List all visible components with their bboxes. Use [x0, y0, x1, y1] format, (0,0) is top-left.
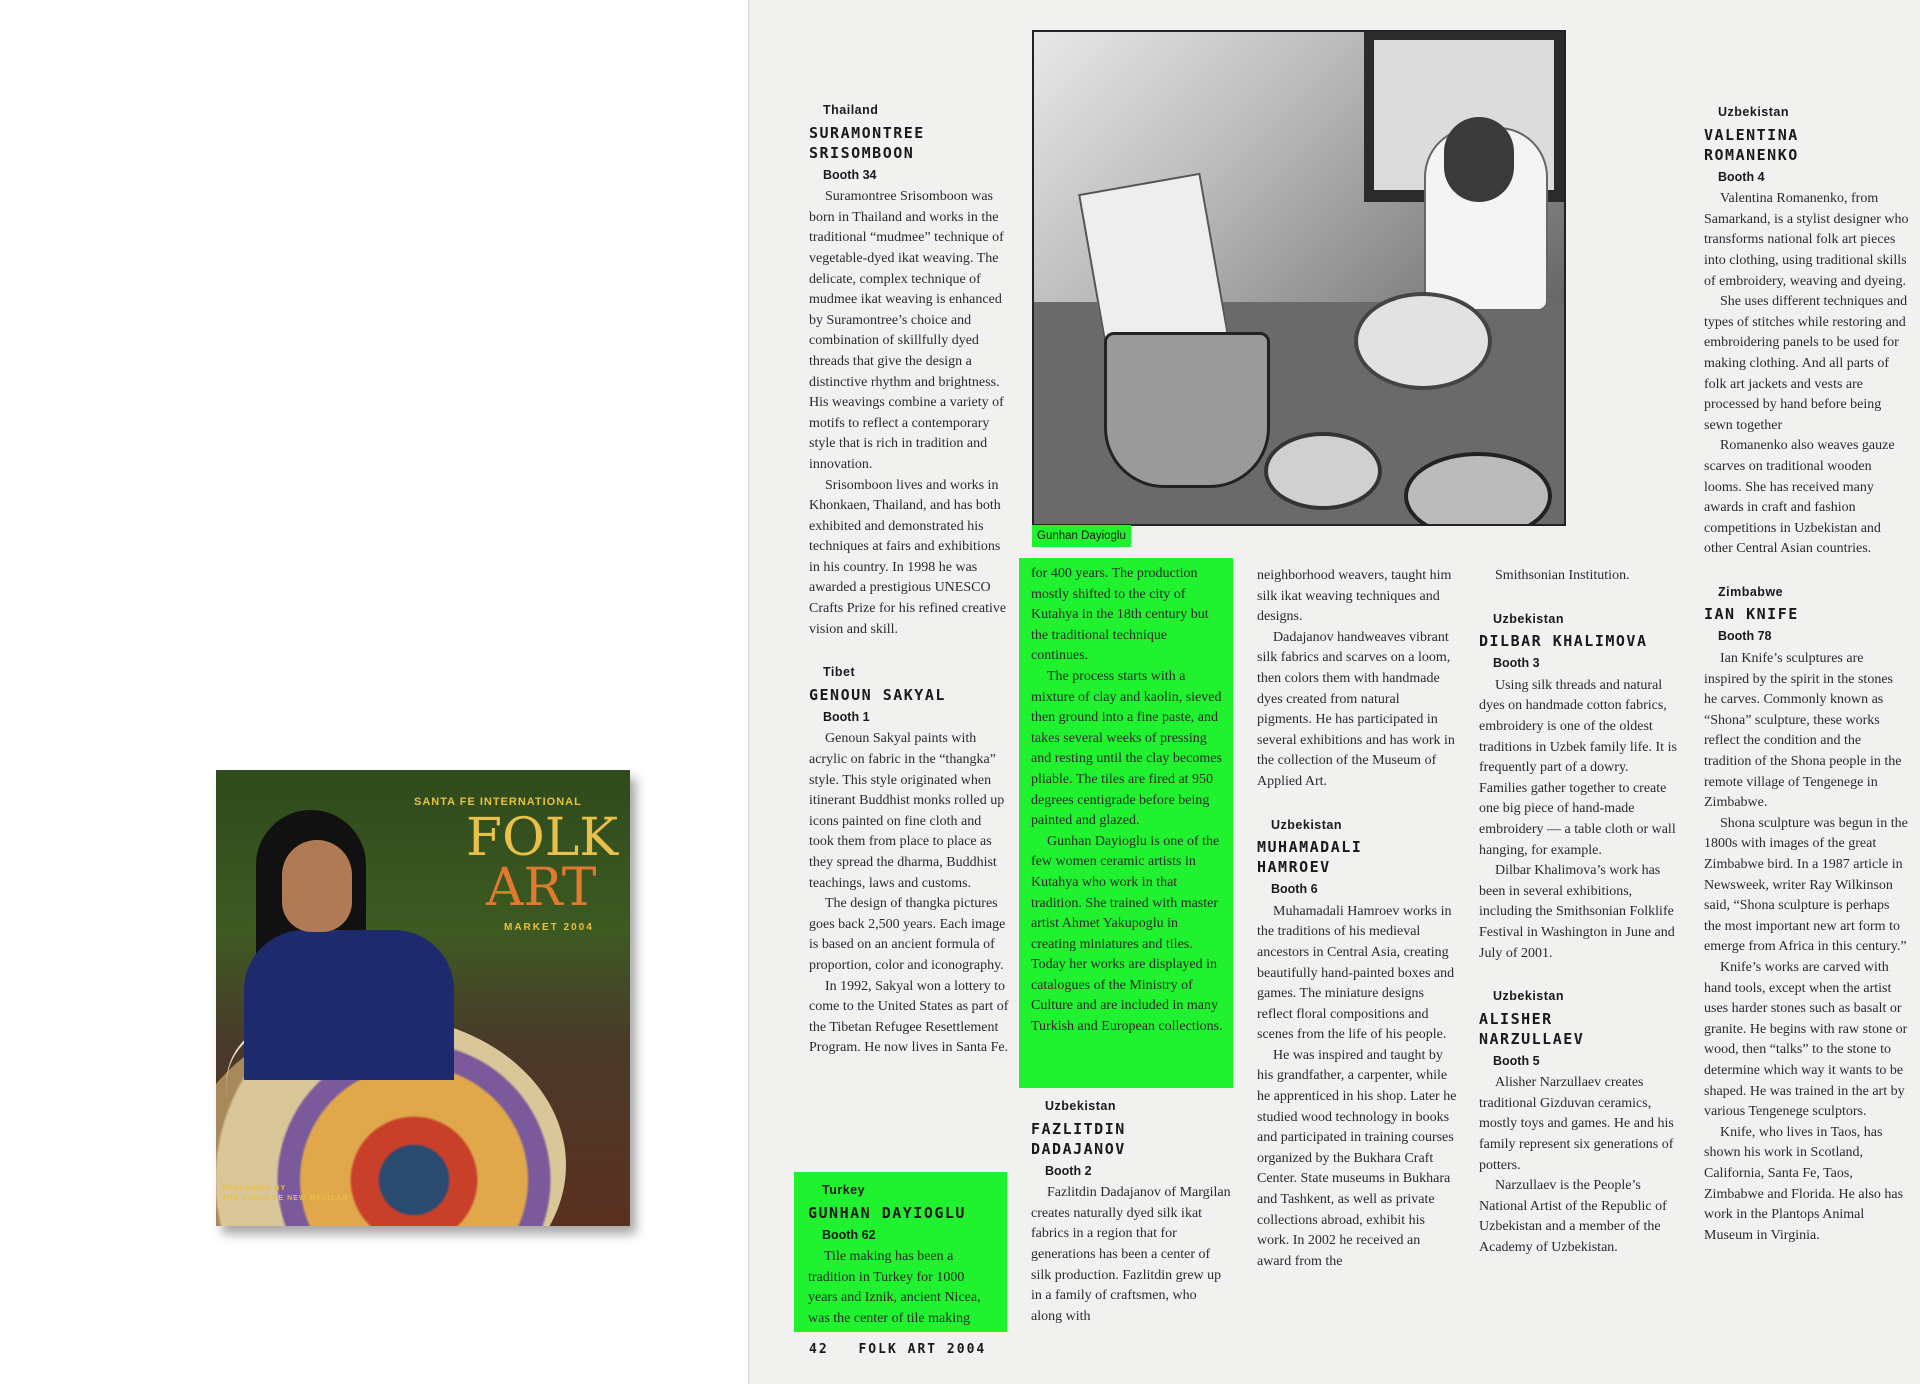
paragraph: Ian Knife’s sculptures are inspired by the spirit in the stones he carves. Commonly known as “Shona” sculpture, these works reflect the condition and the tradition of the Shona people in the remote village of Tengenege in Zimbabwe. [1704, 651, 1902, 811]
footer-title: FOLK ART 2004 [858, 1342, 987, 1357]
paragraph: Alisher Narzullaev creates traditional Gizduvan ceramics, mostly toys and games. He and his family represent six generations of potters. [1479, 1075, 1674, 1173]
country-label: Zimbabwe [1718, 584, 1784, 599]
booth-label: Booth 6 [1271, 882, 1318, 897]
paragraph: Romanenko also weaves gauze scarves on traditional wooden looms. She has received many awards in craft and fashion competitions in Uzbekistan and other Central Asian countries. [1704, 438, 1895, 557]
artist-name: IAN KNIFE [1704, 605, 1799, 624]
artist-name: GUNHAN DAYIOGLU [808, 1203, 966, 1222]
paragraph: neighborhood weavers, taught him silk ikat weaving techniques and designs. [1257, 568, 1452, 625]
cover-title-art: ART [486, 858, 597, 918]
paragraph: In 1992, Sakyal won a lottery to come to the United States as part of the Tibetan Refugee Resettlement Program. He now lives in Santa Fe. [809, 978, 1009, 1056]
artist-name: GENOUN SAKYAL [809, 685, 946, 704]
country-label: Uzbekistan [1271, 817, 1342, 832]
paragraph: Knife’s works are carved with hand tools, except when the artist uses harder stones such as basalt or granite. He begins with raw stone or wood, then “talks” to the stone to determine which way it wants to be shaped. He was trained in the art by various Tengenege sculptors. [1704, 959, 1908, 1120]
booth-label: Booth 3 [1493, 656, 1540, 671]
magazine-page [748, 0, 1920, 1384]
paragraph: Gunhan Dayioglu is one of the few women ceramic artists in Kutahya who work in that tradition. She trained with master artist Ahmet Yakupoglu in creating miniatures and tiles. Today her works are displayed in catalogues of the Ministry of Culture and are included in many Turkish and European collections. [1031, 833, 1223, 1035]
artist-photo [1032, 30, 1566, 526]
country-label: Uzbekistan [1045, 1099, 1116, 1113]
magazine-cover [216, 770, 630, 1226]
booth-label: Booth 5 [1493, 1053, 1540, 1068]
entry-hamroev [1257, 815, 1457, 1273]
paragraph: The design of thangka pictures goes back 2,500 years. Each image is based on an ancient formula of proportion, color and iconography. [809, 896, 1006, 973]
paragraph: Shona sculpture was begun in the 1800s with images of the great Zimbabwe bird. In a 1987 article in Newsweek, writer Ray Wilkinson said, “Shona sculpture is perhaps the most important new art form to emerge from Africa in this century.” [1704, 815, 1908, 955]
paragraph: Tile making has been a tradition in Turkey for 1000 years and Iznik, ancient Nicea, was the center of tile making [808, 1249, 981, 1326]
artist-name-line2: HAMROEV [1257, 858, 1331, 877]
booth-label: Booth 2 [1045, 1163, 1092, 1178]
paragraph: Using silk threads and natural dyes on handmade cotton fabrics, embroidery is one of the oldest traditions in Uzbek family life. It is frequently part of a dowry. Families gather together to create one big piece of hand-made embroidery — a table cloth or wall hanging, for example. [1479, 677, 1677, 858]
cover-top-line: SANTA FE INTERNATIONAL [414, 796, 582, 808]
country-label: Uzbekistan [1493, 989, 1564, 1004]
entry-romanenko [1704, 102, 1909, 560]
entry-khalimova [1479, 609, 1679, 965]
paragraph: Dadajanov handweaves vibrant silk fabrics and scarves on a loom, then colors them with handmade dyes created from natural pigments. He has participated in several exhibitions and has work in the collection of the Museum of Applied Art. [1257, 629, 1455, 789]
photo-caption: Gunhan Dayioglu [1032, 525, 1131, 547]
cover-publisher-line1: PUBLISHED BY [222, 1185, 287, 1192]
photo-plate [1354, 292, 1492, 390]
artist-name-line2: ROMANENKO [1704, 145, 1799, 164]
paragraph: The process starts with a mixture of clay and kaolin, sieved then ground into a fine paste, and takes several weeks of pressing and resting until the clay becomes pliable. The tiles are fired at 950 degrees centigrade before being painted and glazed. [1031, 668, 1222, 829]
photo-plate [1264, 432, 1382, 510]
cover-publisher-line2: THE SANTA FE NEW MEXICAN [222, 1195, 349, 1202]
paragraph: Narzullaev is the People’s National Artist of the Republic of Uzbekistan and a member of the Academy of Uzbekistan. [1479, 1178, 1667, 1256]
paragraph: Smithsonian Institution. [1495, 568, 1630, 583]
paragraph: Dilbar Khalimova’s work has been in several exhibitions, including the Smithsonian Folklife Festival in Washington in June and July of 2001. [1479, 863, 1675, 961]
cover-subtitle: MARKET 2004 [504, 922, 594, 933]
entry-dayioglu [794, 1172, 1007, 1332]
country-label: Thailand [823, 103, 879, 117]
paragraph: He was inspired and taught by his grandfather, a carpenter, while he apprenticed in his shop. Later he studied wood technology in books and participated in training courses organized by the Bukhara Craft Center. State museums in Bukhara and Tashkent, as well as private collections abroad, exhibit his work. In 2002 he received an award from the [1257, 1047, 1457, 1269]
booth-label: Booth 78 [1718, 629, 1772, 644]
cover-title-folk: FOLK [466, 808, 619, 868]
cover-woman-body [244, 930, 454, 1080]
paragraph: Genoun Sakyal paints with acrylic on fabric in the “thangka” style. This style originated when itinerant Buddhist monks rolled up icons painted on fine cloth and took them from place to place as they spread the dharma, Buddhist teachings, laws and customs. [809, 731, 1005, 891]
paragraph: Suramontree Srisomboon was born in Thailand and works in the traditional “mudmee” technique of vegetable-dyed ikat weaving. The delicate, complex technique of mudmee ikat weaving is enhanced by Suramontree’s choice and combination of skillfully dyed threads that give the design a distinctive rhythm and brightness. His weavings combine a variety of motifs to reflect a contemporary style that is rich in tradition and innovation. [809, 189, 1004, 472]
page-number: 42 [809, 1342, 829, 1357]
entry-narzullaev [1479, 986, 1679, 1259]
artist-name: MUHAMADALI [1257, 838, 1363, 857]
booth-label: Booth 1 [823, 709, 870, 724]
paragraph: Muhamadali Hamroev works in the traditions of his medieval ancestors in Central Asia, creating beautifully hand-painted boxes and games. The miniature designs reflect floral compositions and scenes from the life of his people. [1257, 903, 1455, 1043]
artist-name: SURAMONTREE [809, 123, 925, 142]
cover-woman-face [282, 840, 352, 932]
booth-label: Booth 34 [823, 167, 877, 182]
artist-name-line2: NARZULLAEV [1479, 1029, 1585, 1048]
country-label: Uzbekistan [1493, 611, 1564, 626]
paragraph: Valentina Romanenko, from Samarkand, is a stylist designer who transforms national folk art pieces into clothing, using traditional skills of embroidery, weaving and dyeing. [1704, 191, 1909, 289]
country-label: Tibet [823, 665, 856, 680]
column-1 [809, 100, 1009, 1059]
cover-publisher [222, 1184, 392, 1204]
entry-srisomboon [809, 100, 1009, 640]
booth-label: Booth 62 [822, 1227, 876, 1242]
artist-name: DILBAR KHALIMOVA [1479, 632, 1648, 651]
country-label: Uzbekistan [1718, 105, 1789, 119]
photo-head [1444, 117, 1514, 202]
photo-vase [1104, 332, 1270, 488]
page-footer [809, 1342, 986, 1357]
artist-name: FAZLITDIN [1031, 1119, 1126, 1138]
artist-name: VALENTINA [1704, 125, 1799, 144]
column-3 [1257, 566, 1457, 1272]
column-2-highlight [1019, 558, 1233, 1088]
entry-sakyal [809, 662, 1009, 1059]
artist-name: ALISHER [1479, 1009, 1553, 1028]
country-label: Turkey [822, 1183, 866, 1197]
paragraph: She uses different techniques and types of stitches while restoring and embroidering panels to be used for making clothing. And all parts of folk art jackets and vests are processed by hand before being sewn together [1704, 294, 1908, 433]
entry-knife [1704, 582, 1909, 1246]
paragraph: Fazlitdin Dadajanov of Margilan creates naturally dyed silk ikat fabrics in a region that for generations has been a center of silk production. Fazlitdin grew up in a family of craftsmen, who along with [1031, 1185, 1231, 1324]
artist-name-line2: DADAJANOV [1031, 1139, 1126, 1158]
booth-label: Booth 4 [1718, 169, 1765, 184]
column-5 [1704, 102, 1909, 1246]
paragraph: Knife, who lives in Taos, has shown his work in Scotland, California, Santa Fe, Taos, Zimbabwe and Florida. He also has work in the Plantops Animal Museum in Virginia. [1704, 1124, 1904, 1243]
artist-name-line2: SRISOMBOON [809, 143, 915, 162]
paragraph: for 400 years. The production mostly shifted to the city of Kutahya in the 18th century but the traditional technique continues. [1031, 566, 1209, 664]
column-4 [1479, 566, 1679, 1259]
paragraph: Srisomboon lives and works in Khonkaen, Thailand, and has both exhibited and demonstrated his techniques at fairs and exhibitions in his country. In 1998 he was awarded a prestigious UNESCO Crafts Prize for his refined creative vision and skill. [809, 477, 1007, 637]
entry-dadajanov [1031, 1096, 1231, 1327]
